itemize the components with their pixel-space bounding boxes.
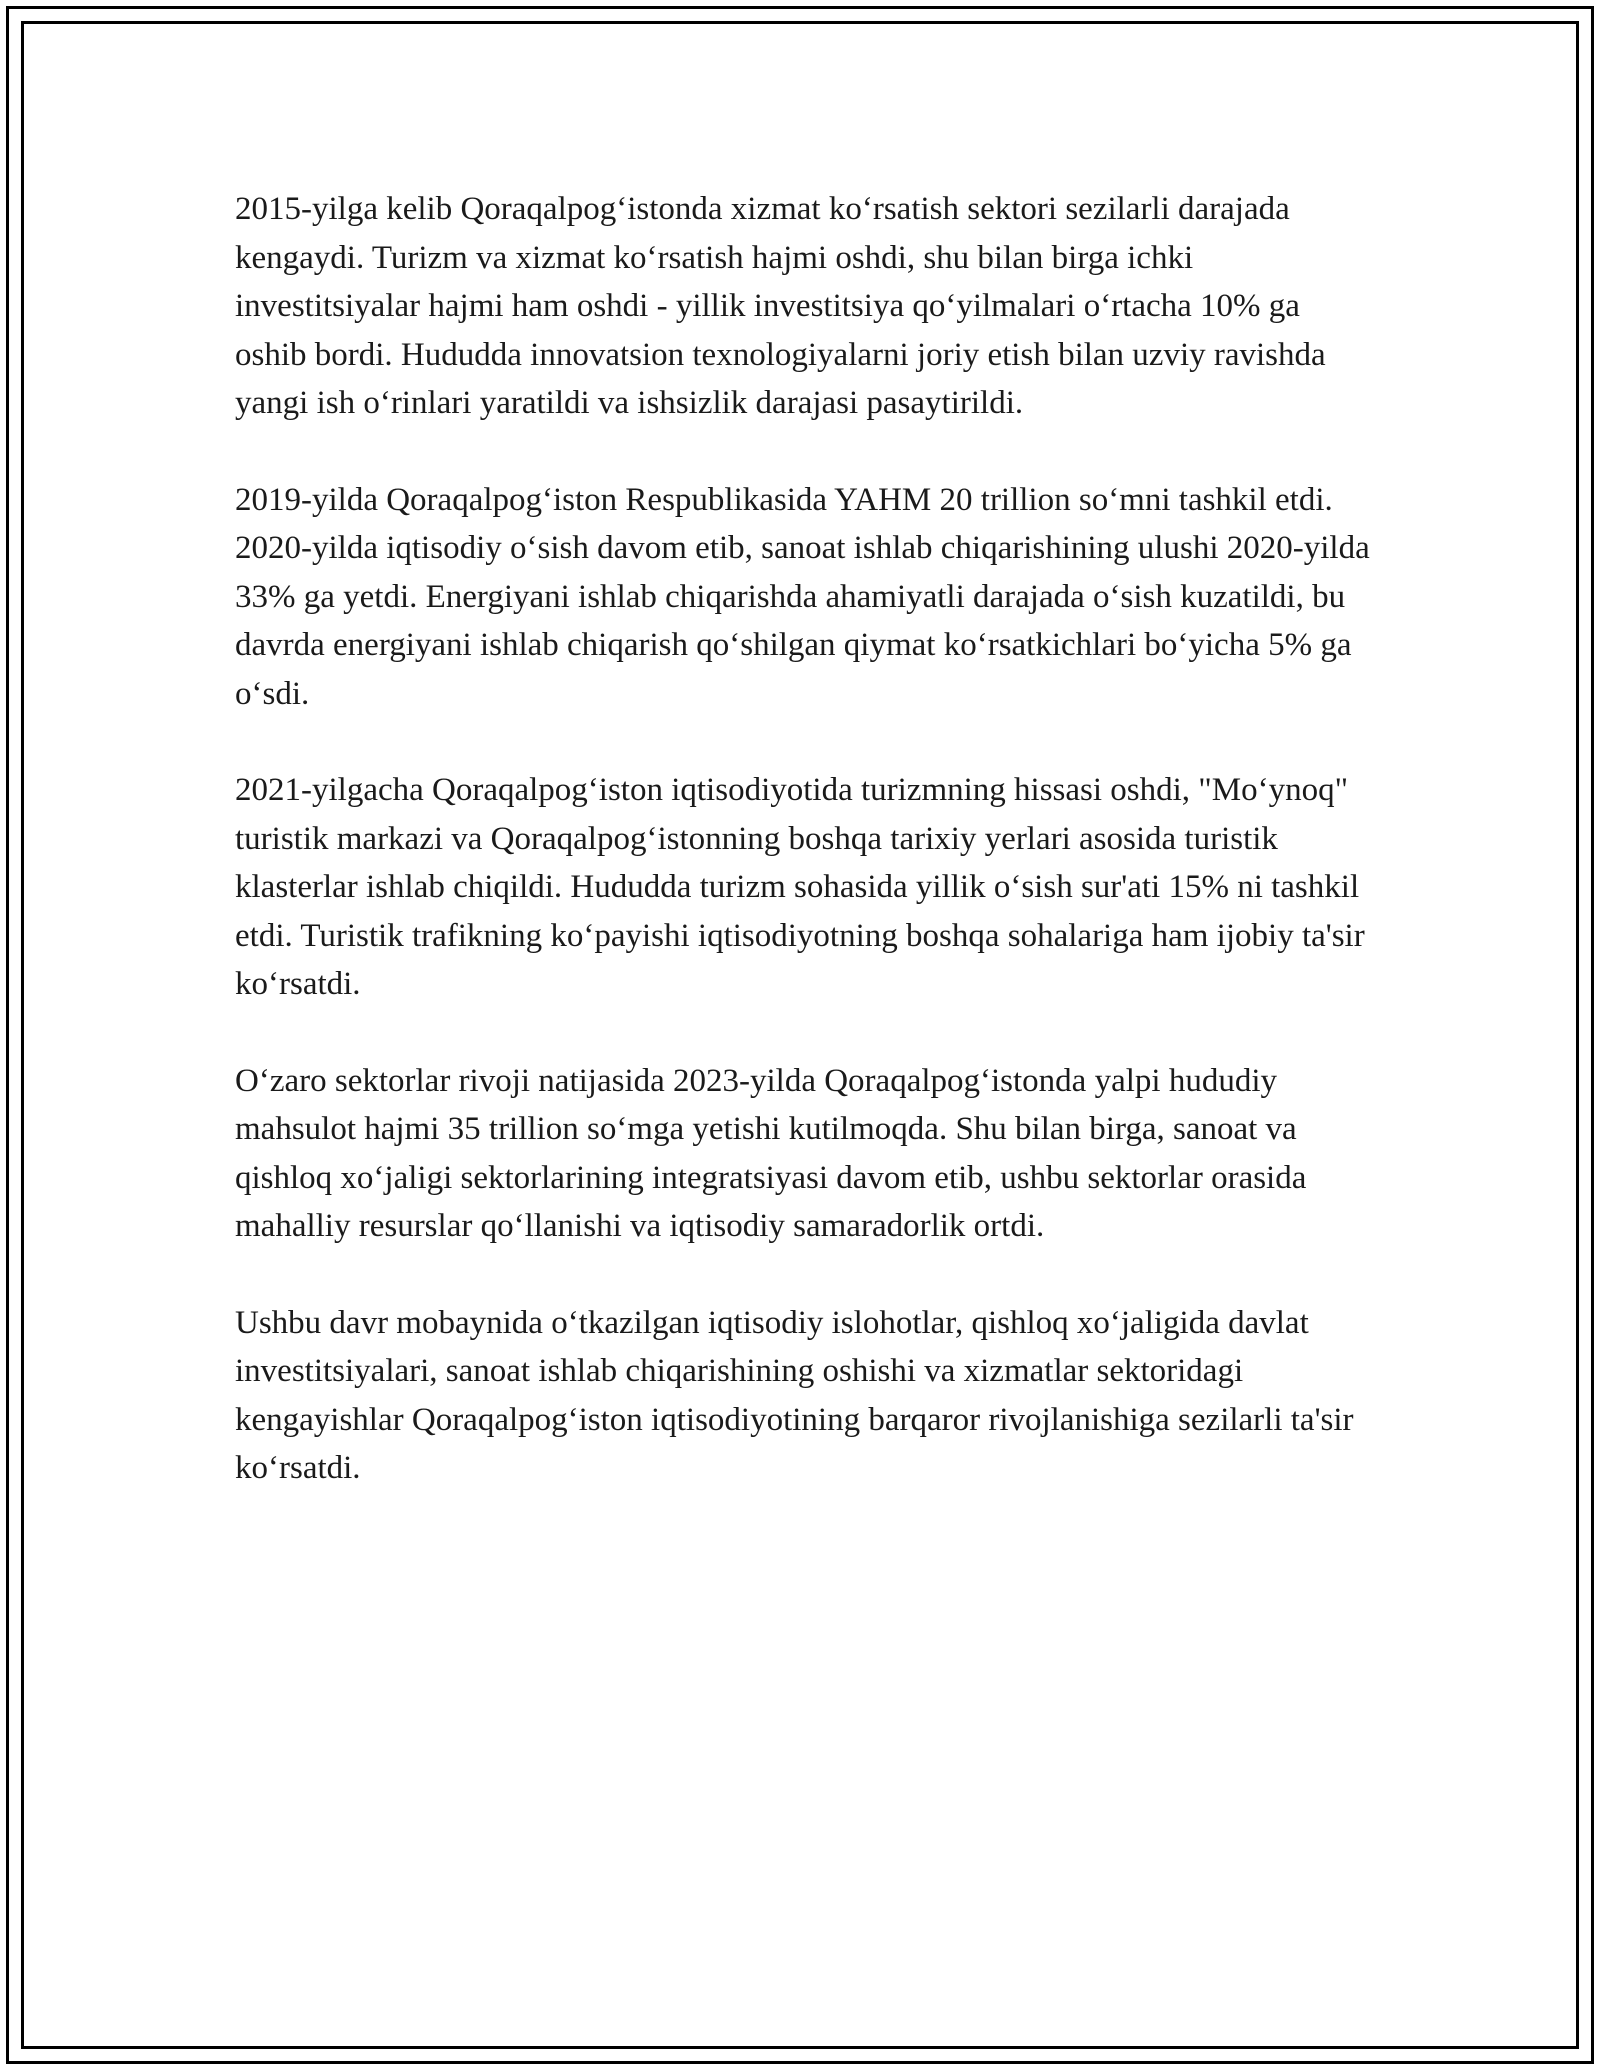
paragraph-2019: 2019-yilda Qoraqalpog‘iston Respublikasida YAHM 20 trillion so‘mni tashkil etdi. 2020-yilda iqtisodiy o‘sish davom etib, sanoat ishlab chiqarishining ulushi 2020-yilda 33% ga yetdi. Energiyani ishlab chiqarishda ahamiyatli darajada o‘sish kuzatildi, bu davrda energiyani ishlab chiqarish qo‘shilgan qiymat ko‘rsatkichlari bo‘yicha 5% ga o‘sdi. bbox=[235, 481, 1370, 712]
document-body bbox=[235, 185, 1375, 1541]
paragraph-2023: O‘zaro sektorlar rivoji natijasida 2023-yilda Qoraqalpog‘istonda yalpi hududiy mahsulot hajmi 35 trillion so‘mga yetishi kutilmoqda. Shu bilan birga, sanoat va qishloq xo‘jaligi sektorlarining integratsiyasi davom etib, ushbu sektorlar orasida mahalliy resurslar qo‘llanishi va iqtisodiy samaradorlik ortdi. bbox=[235, 1062, 1307, 1244]
paragraph-2021: 2021-yilgacha Qoraqalpog‘iston iqtisodiyotida turizmning hissasi oshdi, "Mo‘ynoq" turistik markazi va Qoraqalpog‘istonning boshqa tarixiy yerlari asosida turistik klasterlar ishlab chiqildi. Hududda turizm sohasida yillik o‘sish sur'ati 15% ni tashkil etdi. Turistik trafikning ko‘payishi iqtisodiyotning boshqa sohalariga ham ijobiy ta'sir ko‘rsatdi. bbox=[235, 772, 1365, 1002]
paragraph-2015: 2015-yilga kelib Qoraqalpog‘istonda xizmat ko‘rsatish sektori sezilarli darajada kengaydi. Turizm va xizmat ko‘rsatish hajmi oshdi, shu bilan birga ichki investitsiyalar hajmi ham oshdi - yillik investitsiya qo‘yilmalari o‘rtacha 10% ga oshib bordi. Hududda innovatsion texnologiyalarni joriy etish bilan uzviy ravishda yangi ish o‘rinlari yaratildi va ishsizlik darajasi pasaytirildi. bbox=[235, 191, 1326, 421]
paragraph-summary: Ushbu davr mobaynida o‘tkazilgan iqtisodiy islohotlar, qishloq xo‘jaligida davlat investitsiyalari, sanoat ishlab chiqarishining oshishi va xizmatlar sektoridagi kengayishlar Qoraqalpog‘iston iqtisodiyotining barqaror rivojlanishiga sezilarli ta'sir ko‘rsatdi. bbox=[235, 1304, 1354, 1486]
